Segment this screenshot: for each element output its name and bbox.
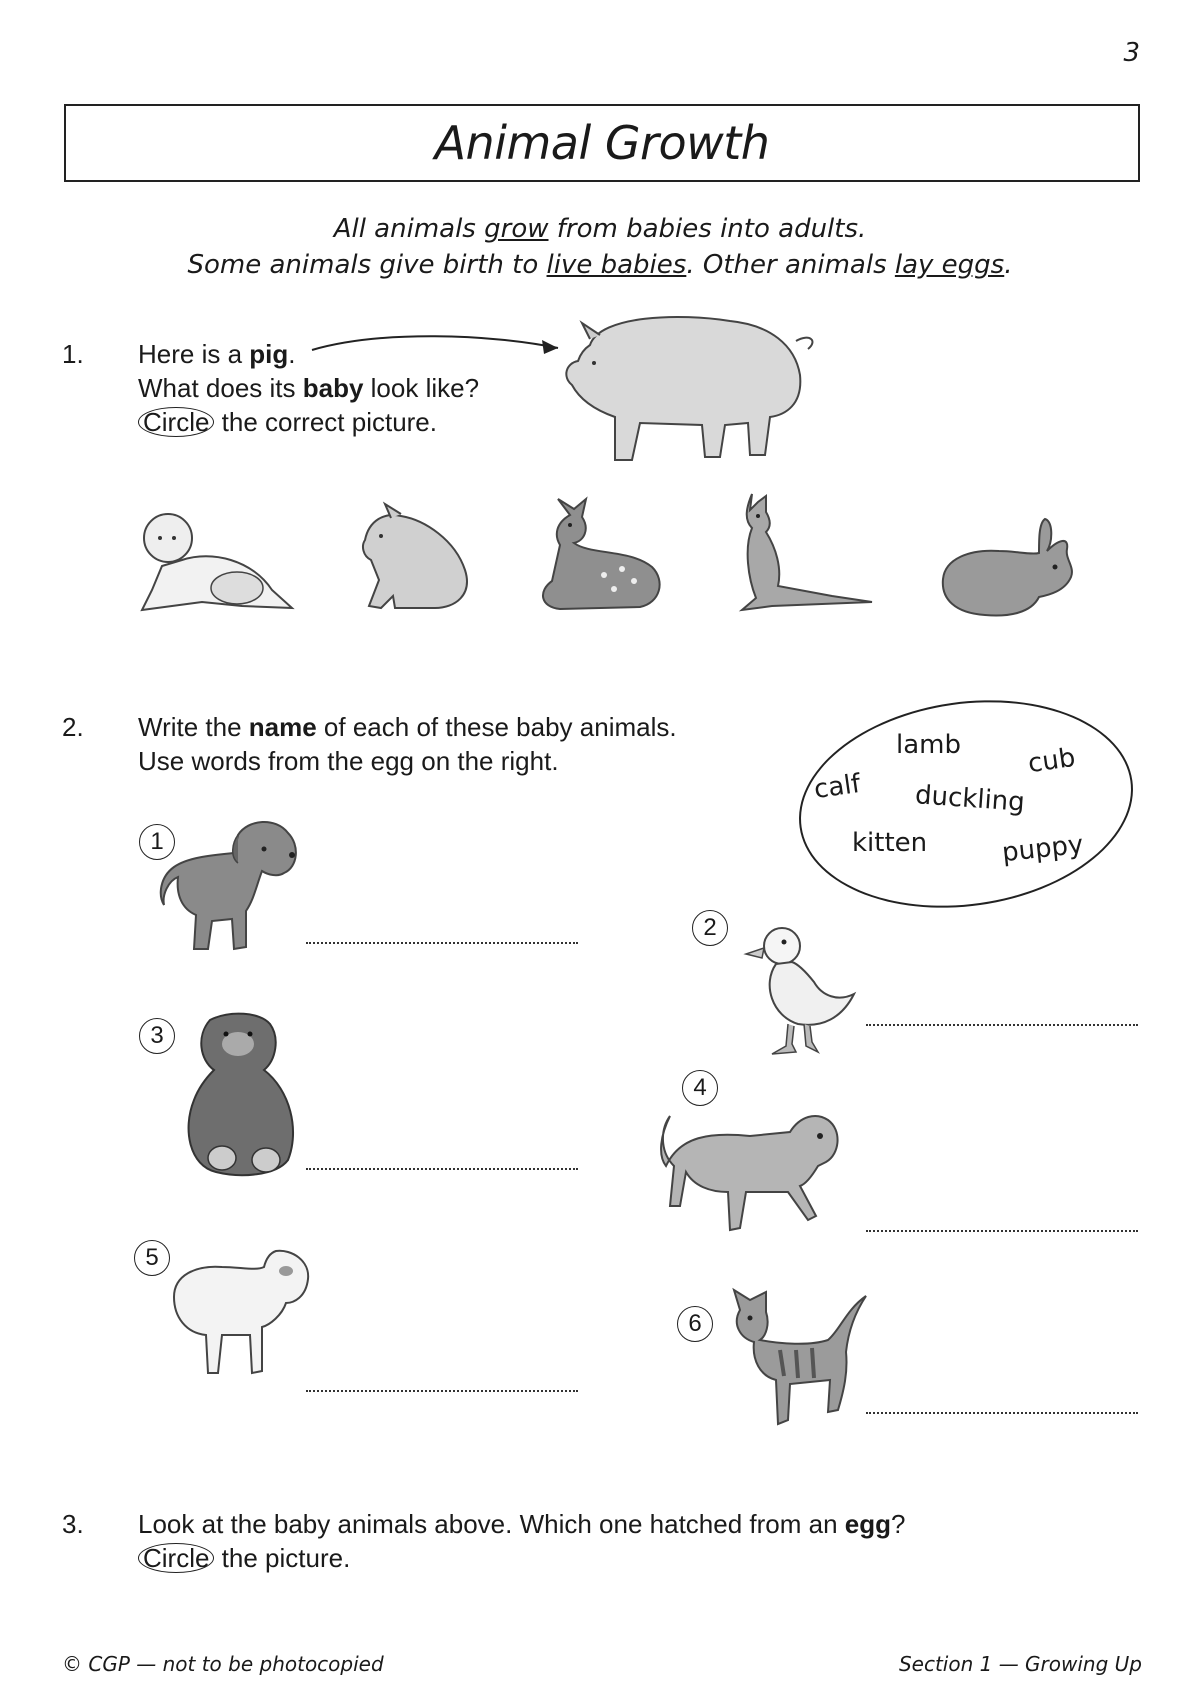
q3-line-1: Look at the baby animals above. Which one hatched from an egg? xyxy=(138,1509,906,1539)
item-number-2: 2 xyxy=(692,910,728,946)
calf-icon xyxy=(650,1096,850,1246)
rabbit-icon[interactable] xyxy=(935,515,1085,620)
joey-icon[interactable] xyxy=(722,488,882,618)
puppy-icon xyxy=(158,815,308,960)
answer-line-5[interactable] xyxy=(306,1388,578,1392)
piglet-icon[interactable] xyxy=(355,500,485,620)
item-number-1: 1 xyxy=(139,824,175,860)
footer-section: Section 1 — Growing Up xyxy=(898,1652,1142,1676)
q2-line-2: Use words from the egg on the right. xyxy=(138,746,559,776)
q1-line-3: Circle the correct picture. xyxy=(138,405,479,439)
q3-line-2: Circle the picture. xyxy=(138,1541,905,1575)
duckling-icon xyxy=(742,920,862,1060)
kitten-icon xyxy=(720,1280,870,1435)
arrow-icon xyxy=(310,330,570,370)
intro-line-1: All animals grow from babies into adults. xyxy=(333,214,867,244)
q3-number: 3. xyxy=(62,1509,84,1539)
answer-line-6[interactable] xyxy=(866,1410,1138,1414)
egg-word-cub: cub xyxy=(1026,742,1078,780)
q1-number: 1. xyxy=(62,339,84,369)
fawn-icon[interactable] xyxy=(530,495,670,620)
egg-word-puppy: puppy xyxy=(1000,829,1085,869)
q3-text xyxy=(138,1507,905,1575)
egg-word-lamb: lamb xyxy=(896,730,961,760)
answer-line-3[interactable] xyxy=(306,1166,578,1170)
answer-line-1[interactable] xyxy=(306,940,578,944)
title-box xyxy=(64,104,1140,182)
q2-text xyxy=(138,710,677,778)
q2-line-1: Write the name of each of these baby animals. xyxy=(138,712,677,742)
item-number-4: 4 xyxy=(682,1070,718,1106)
egg-word-calf: calf xyxy=(812,768,863,806)
item-number-6: 6 xyxy=(677,1306,713,1342)
egg-word-duckling: duckling xyxy=(914,780,1026,818)
page-title: Animal Growth xyxy=(434,116,770,170)
answer-line-4[interactable] xyxy=(866,1228,1138,1232)
page-number: 3 xyxy=(1123,38,1140,68)
pig-icon xyxy=(560,305,820,475)
lamb-icon xyxy=(166,1245,316,1385)
intro-line-2: Some animals give birth to live babies. Other animals lay eggs. xyxy=(187,250,1013,280)
item-number-5: 5 xyxy=(134,1240,170,1276)
item-number-3: 3 xyxy=(139,1018,175,1054)
answer-line-2[interactable] xyxy=(866,1022,1138,1026)
cub-icon xyxy=(180,1010,310,1180)
q1-line-1: Here is a pig. xyxy=(138,339,296,369)
q2-number: 2. xyxy=(62,712,84,742)
footer-copyright: © CGP — not to be photocopied xyxy=(62,1652,384,1676)
egg-word-kitten: kitten xyxy=(852,828,928,858)
baby-icon[interactable] xyxy=(132,510,302,620)
q1-line-2: What does its baby look like? xyxy=(138,373,480,403)
